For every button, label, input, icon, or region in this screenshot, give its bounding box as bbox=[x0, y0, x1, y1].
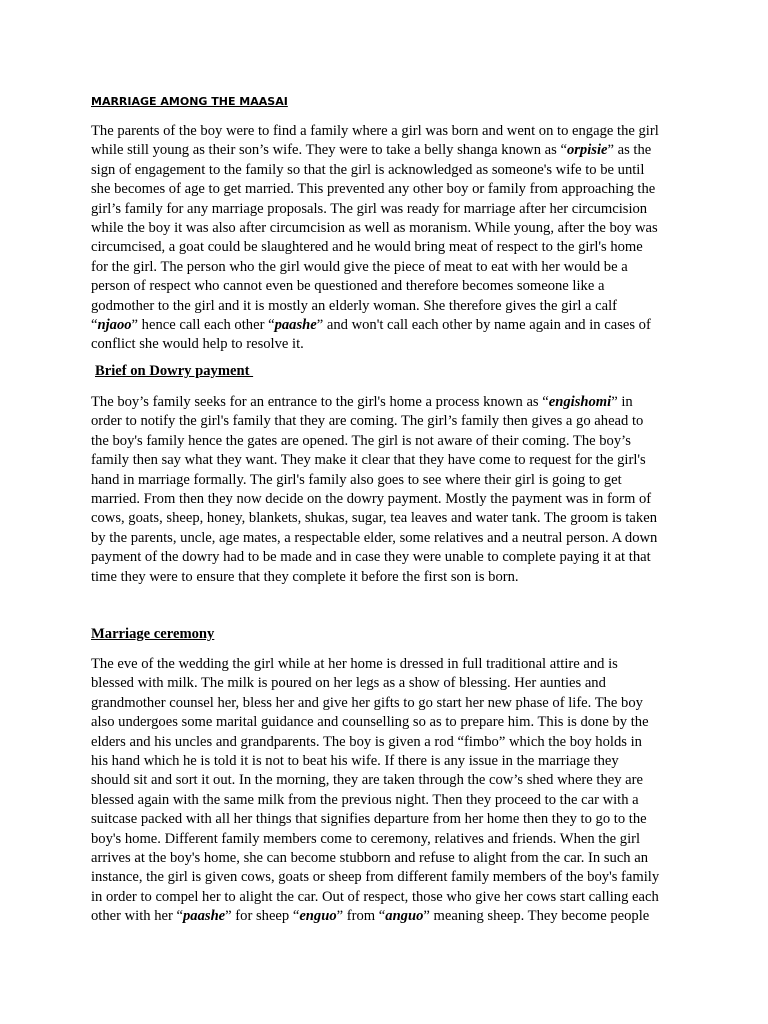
text-line: boy's home. Different family members come to ceremony, relatives and friends. When the girl bbox=[91, 830, 641, 847]
text-line: time they were to ensure that they complete it before the first son is born. bbox=[91, 568, 519, 585]
text-line: other with her “paashe” for sheep “enguo” from “anguo” meaning sheep. They become people bbox=[91, 908, 650, 925]
text-line: girl’s family for any marriage proposals. The girl was ready for marriage after her circumcision bbox=[91, 200, 648, 217]
emphasized-term: njaoo bbox=[97, 317, 132, 334]
text-line: while the boy it was also after circumcision as well as moranism. While young, after the boy was bbox=[91, 220, 658, 237]
text-line: godmother to the girl and it is mostly an elderly woman. She therefore gives the girl a calf bbox=[91, 297, 618, 314]
text-line: blessed again with the same milk from the previous night. Then they proceed to the car with a bbox=[91, 791, 639, 808]
text-line: she becomes of age to get married. This prevented any other boy or family from approaching the bbox=[91, 181, 656, 198]
text-line: elders and his uncles and grandparents. The boy is given a rod “fimbo” which the boy holds in bbox=[91, 733, 642, 750]
text-line: by the parents, uncle, age mates, a respectable elder, some relatives and a neutral person. A down bbox=[91, 529, 658, 546]
emphasized-term: orpisie bbox=[566, 142, 608, 159]
paragraph-dowry-payment bbox=[91, 393, 691, 587]
text-line: hand in marriage formally. The girl's family also goes to see where their girl is going to get bbox=[91, 471, 622, 488]
emphasized-term: engishomi bbox=[548, 394, 612, 410]
emphasized-term: anguo bbox=[385, 908, 424, 925]
text-line: circumcised, a goat could be slaughtered and he would bring meat of respect to the girl's home bbox=[91, 239, 643, 256]
text-line: “njaoo” hence call each other “paashe” and won't call each other by name again and in cases of bbox=[91, 317, 651, 334]
text-line: The parents of the boy were to find a family where a girl was born and went on to engage the girl bbox=[91, 123, 659, 139]
text-line: person of respect who cannot even be questioned and therefore becomes someone like a bbox=[91, 278, 605, 295]
text-line: cows, goats, sheep, honey, blankets, shukas, sugar, tea leaves and water tank. The groom is taken bbox=[91, 510, 657, 527]
text-line: conflict she would help to resolve it. bbox=[91, 336, 304, 353]
text-line: the boy's family hence the gates are opened. The girl is not aware of their coming. The boy’s bbox=[91, 432, 631, 449]
text-line: in order to compel her to alight the car. Out of respect, those who give her cows start calling each bbox=[91, 888, 659, 905]
document-title: MARRIAGE AMONG THE MAASAI bbox=[91, 95, 288, 108]
text-line: his hand which he is told it is not to beat his wife. If there is any issue in the marriage they bbox=[91, 753, 619, 770]
text-line: payment of the dowry had to be made and in case they were unable to complete paying it at that bbox=[91, 549, 651, 566]
paragraph-engagement bbox=[91, 122, 691, 355]
text-line: The boy’s family seeks for an entrance to the girl's home a process known as “engishomi” in bbox=[91, 394, 633, 410]
text-line: sign of engagement to the family so that the girl is acknowledged as someone's wife to be until bbox=[91, 161, 645, 178]
text-line: blessed with milk. The milk is poured on her legs as a show of blessing. Her aunties and bbox=[91, 675, 606, 692]
text-line: The eve of the wedding the girl while at her home is dressed in full traditional attire and is bbox=[91, 656, 618, 672]
text-line: grandmother counsel her, bless her and give her gifts to go start her new phase of life. The boy bbox=[91, 694, 643, 711]
text-line: should sit and sort it out. In the morning, they are taken through the cow’s shed where they are bbox=[91, 772, 643, 789]
emphasized-term: paashe bbox=[183, 908, 226, 925]
emphasized-term: paashe bbox=[274, 317, 317, 334]
emphasized-term: enguo bbox=[299, 908, 337, 925]
text-line: arrives at the boy's home, she can become stubborn and refuse to alight from the car. In such an bbox=[91, 850, 649, 867]
text-line: order to notify the girl's family that they are coming. The girl’s family then gives a go ahead to bbox=[91, 413, 644, 430]
text-line: instance, the girl is given cows, goats or sheep from different family members of the boy's family bbox=[91, 869, 660, 886]
text-line: also undergoes some marital guidance and counselling so as to prepare him. This is done by the bbox=[91, 714, 649, 731]
text-line: married. From then they now decide on the dowry payment. Mostly the payment was in form of bbox=[91, 491, 652, 508]
text-line: family then say what they want. They make it clear that they have come to request for the girl's bbox=[91, 452, 646, 469]
heading-dowry-payment: Brief on Dowry payment bbox=[95, 363, 254, 379]
text-line: suitcase packed with all her things that signifies departure from her home then they to go to the bbox=[91, 811, 647, 828]
heading-marriage-ceremony: Marriage ceremony bbox=[91, 626, 215, 642]
paragraph-marriage-ceremony bbox=[91, 655, 691, 927]
text-line: while still young as their son’s wife. They were to take a belly shanga known as “orpisie” as the bbox=[91, 142, 652, 159]
text-line: for the girl. The person who the girl would give the piece of meat to eat with her would be a bbox=[91, 258, 628, 275]
